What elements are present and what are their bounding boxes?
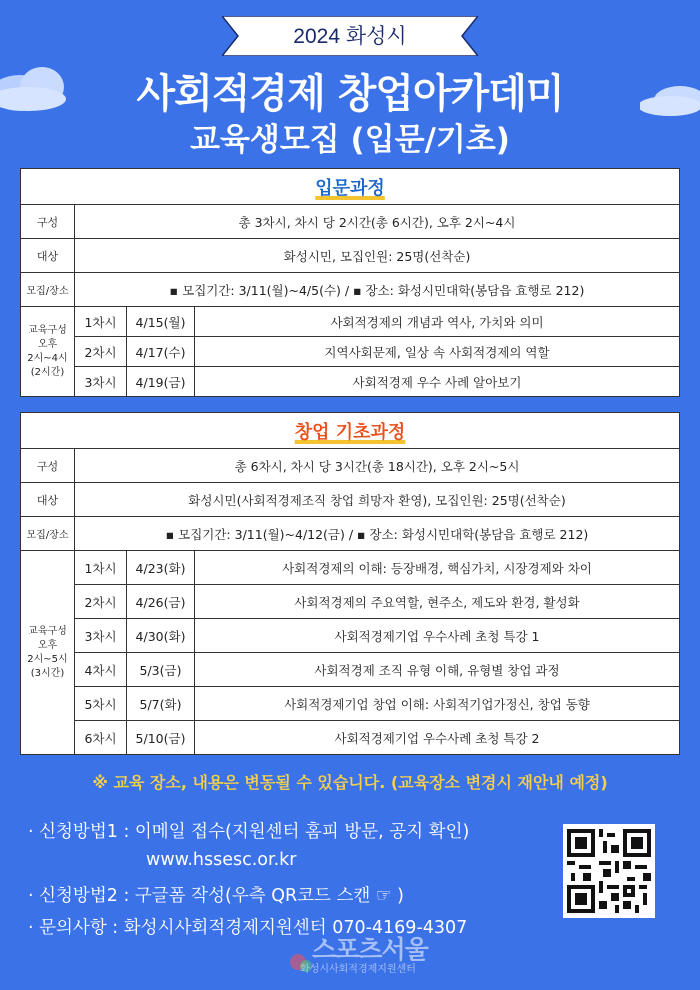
- session-date: 4/30(화): [127, 619, 195, 653]
- session-date: 5/7(화): [127, 687, 195, 721]
- row-label: 대상: [21, 483, 75, 517]
- row-value: 총 6차시, 차시 당 3시간(총 18시간), 오후 2시~5시: [75, 449, 680, 483]
- session-date: 5/10(금): [127, 721, 195, 755]
- change-notice: ※ 교육 장소, 내용은 변동될 수 있습니다. (교육장소 변경시 재안내 예정): [92, 773, 608, 792]
- page-subtitle: 교육생모집 (입문/기초): [190, 122, 510, 158]
- schedule-label: [21, 551, 75, 755]
- session-topic: 사회적경제 우수 사례 알아보기: [195, 367, 680, 397]
- row-label: 구성: [21, 449, 75, 483]
- watermark-text: 스포츠서울: [312, 935, 428, 964]
- session-date: 4/26(금): [127, 585, 195, 619]
- basic-course-table: [20, 412, 680, 755]
- session-number: 5차시: [75, 687, 127, 721]
- row-label: 대상: [21, 239, 75, 273]
- row-label: 구성: [21, 205, 75, 239]
- ribbon-text: 2024 화성시: [293, 25, 407, 48]
- session-date: 4/15(월): [127, 307, 195, 337]
- schedule-label-line: 교육구성: [28, 625, 67, 637]
- session-number: 2차시: [75, 585, 127, 619]
- session-topic: 지역사회문제, 일상 속 사회적경제의 역할: [195, 337, 680, 367]
- qr-code[interactable]: [563, 824, 655, 918]
- session-date: 4/23(화): [127, 551, 195, 585]
- session-number: 4차시: [75, 653, 127, 687]
- session-number: 1차시: [75, 307, 127, 337]
- schedule-label-line: 2시~5시: [27, 653, 68, 665]
- schedule-label-line: 오후: [37, 338, 58, 350]
- row-label: 모집/장소: [21, 517, 75, 551]
- session-topic: 사회적경제의 이해: 등장배경, 핵심가치, 시장경제와 차이: [195, 551, 680, 585]
- session-topic: 사회적경제기업 우수사례 초청 특강 2: [195, 721, 680, 755]
- session-date: 4/17(수): [127, 337, 195, 367]
- row-value: ▪ 모집기간: 3/11(월)~4/5(수) / ▪ 장소: 화성시민대학(봉담읍 효행로 212): [75, 273, 680, 307]
- session-number: 3차시: [75, 619, 127, 653]
- intro-course-table: [20, 168, 680, 397]
- intro-heading: 입문과정: [315, 177, 385, 199]
- row-value: 화성시민, 모집인원: 25명(선착순): [75, 239, 680, 273]
- session-number: 6차시: [75, 721, 127, 755]
- basic-heading: 창업 기초과정: [294, 421, 406, 443]
- apply-method-1: · 신청방법1 : 이메일 접수(지원센터 홈피 방문, 공지 확인): [28, 822, 470, 842]
- row-value: 총 3차시, 차시 당 2시간(총 6시간), 오후 2시~4시: [75, 205, 680, 239]
- schedule-label-line: (3시간): [30, 667, 65, 679]
- session-topic: 사회적경제기업 창업 이해: 사회적기업가정신, 창업 동향: [195, 687, 680, 721]
- row-value: ▪ 모집기간: 3/11(월)~4/12(금) / ▪ 장소: 화성시민대학(봉담읍 효행로 212): [75, 517, 680, 551]
- inquiry-contact: · 문의사항 : 화성시사회적경제지원센터 070-4169-4307: [28, 918, 468, 938]
- session-number: 1차시: [75, 551, 127, 585]
- schedule-label-line: 교육구성: [28, 324, 67, 336]
- intro-heading-cell: [21, 169, 680, 205]
- session-topic: 사회적경제기업 우수사례 초청 특강 1: [195, 619, 680, 653]
- apply-method-2: · 신청방법2 : 구글폼 작성(우측 QR코드 스캔 ☞ ): [28, 886, 404, 906]
- session-number: 3차시: [75, 367, 127, 397]
- schedule-label-line: 오후: [37, 639, 58, 651]
- website-link[interactable]: www.hssesc.or.kr: [146, 850, 297, 870]
- session-date: 4/19(금): [127, 367, 195, 397]
- row-label: 모집/장소: [21, 273, 75, 307]
- schedule-label-line: (2시간): [30, 366, 65, 378]
- session-topic: 사회적경제의 주요역할, 현주소, 제도와 환경, 활성화: [195, 585, 680, 619]
- page-title: 사회적경제 창업아카데미: [136, 71, 564, 117]
- session-topic: 사회적경제의 개념과 역사, 가치와 의미: [195, 307, 680, 337]
- session-date: 5/3(금): [127, 653, 195, 687]
- basic-heading-cell: [21, 413, 680, 449]
- watermark-subtext: 화성시사회적경제지원센터: [300, 964, 416, 975]
- row-value: 화성시민(사회적경제조직 창업 희망자 환영), 모집인원: 25명(선착순): [75, 483, 680, 517]
- schedule-label: [21, 307, 75, 397]
- session-number: 2차시: [75, 337, 127, 367]
- session-topic: 사회적경제 조직 유형 이해, 유형별 창업 과정: [195, 653, 680, 687]
- schedule-label-line: 2시~4시: [27, 352, 68, 364]
